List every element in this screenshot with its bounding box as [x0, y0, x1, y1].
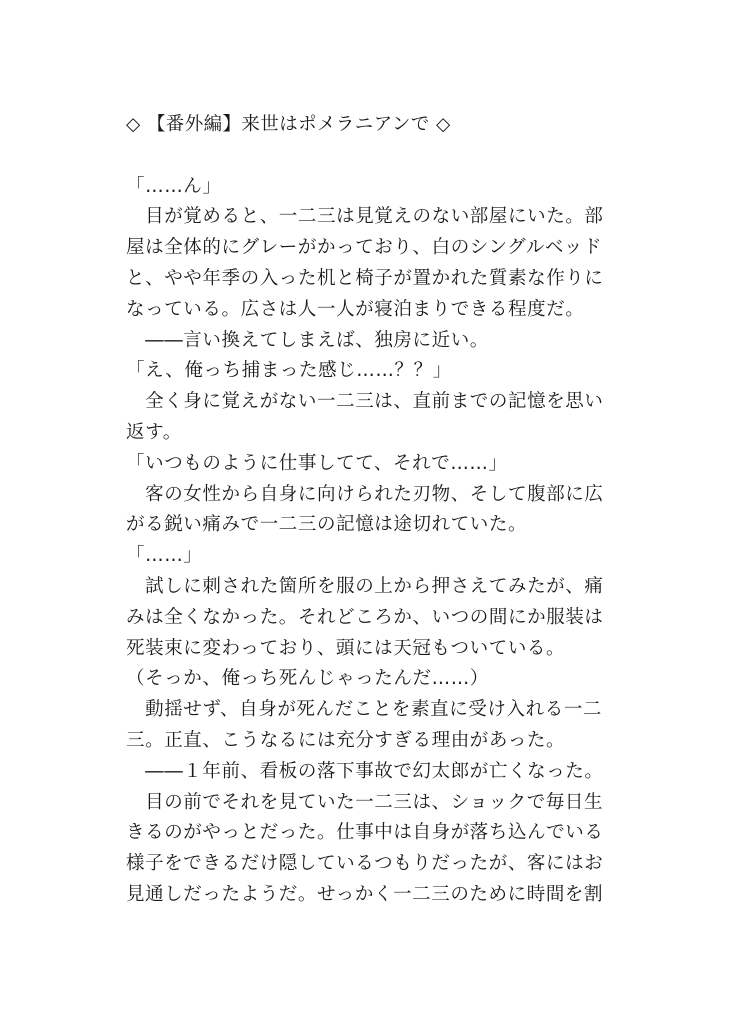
body-text [126, 110, 618, 911]
text-line: 屋は全体的にグレーがかっており、白のシングルベッド [126, 237, 603, 259]
text-line: 試しに刺された箇所を服の上から押さえてみたが、痛 [126, 575, 604, 597]
text-line: がる鋭い痛みで一二三の記憶は途切れていた。 [126, 514, 528, 536]
text-line: 「いつものように仕事してて、それで……」 [126, 452, 508, 474]
text-line: 「……」 [126, 545, 203, 567]
text-line: 見通しだったようだ。せっかく一二三のために時間を割 [126, 883, 604, 905]
text-line: なっている。広さは人一人が寝泊まりできる程度だ。 [126, 298, 585, 320]
text-line: 三。正直、こうなるには充分すぎる理由があった。 [126, 729, 566, 751]
chapter-title: ◇ 【番外編】来世はポメラニアンで ◇ [126, 114, 451, 135]
text-line: と、やや年季の入った机と椅子が置かれた質素な作りに [126, 267, 604, 289]
text-line: きるのがやっとだった。仕事中は自身が落ち込んでいる [126, 822, 604, 844]
text-line: 様子をできるだけ隠しているつもりだったが、客にはお [126, 853, 604, 875]
text-line: （そっか、俺っち死んじゃったんだ……） [126, 668, 489, 690]
text-line: 「え、俺っち捕まった感じ……？？」 [126, 360, 452, 382]
text-line: 全く身に覚えがない一二三は、直前までの記憶を思い [126, 391, 604, 413]
text-line: 死装束に変わっており、頭には天冠もついている。 [126, 637, 566, 659]
text-line: ――言い換えてしまえば、独房に近い。 [126, 329, 489, 351]
text-line: ――１年前、看板の落下事故で幻太郎が亡くなった。 [126, 760, 604, 782]
text-line: 返す。 [126, 421, 182, 443]
text-line: みは全くなかった。それどころか、いつの間にか服装は [126, 606, 604, 628]
text-line: 客の女性から自身に向けられた刃物、そして腹部に広 [126, 483, 604, 505]
text-line: 目の前でそれを見ていた一二三は、ショックで毎日生 [126, 791, 604, 813]
text-line: 動揺せず、自身が死んだことを素直に受け入れる一二 [126, 699, 603, 721]
text-line: 「……ん」 [126, 175, 222, 197]
text-line: 目が覚めると、一二三は見覚えのない部屋にいた。部 [126, 206, 604, 228]
